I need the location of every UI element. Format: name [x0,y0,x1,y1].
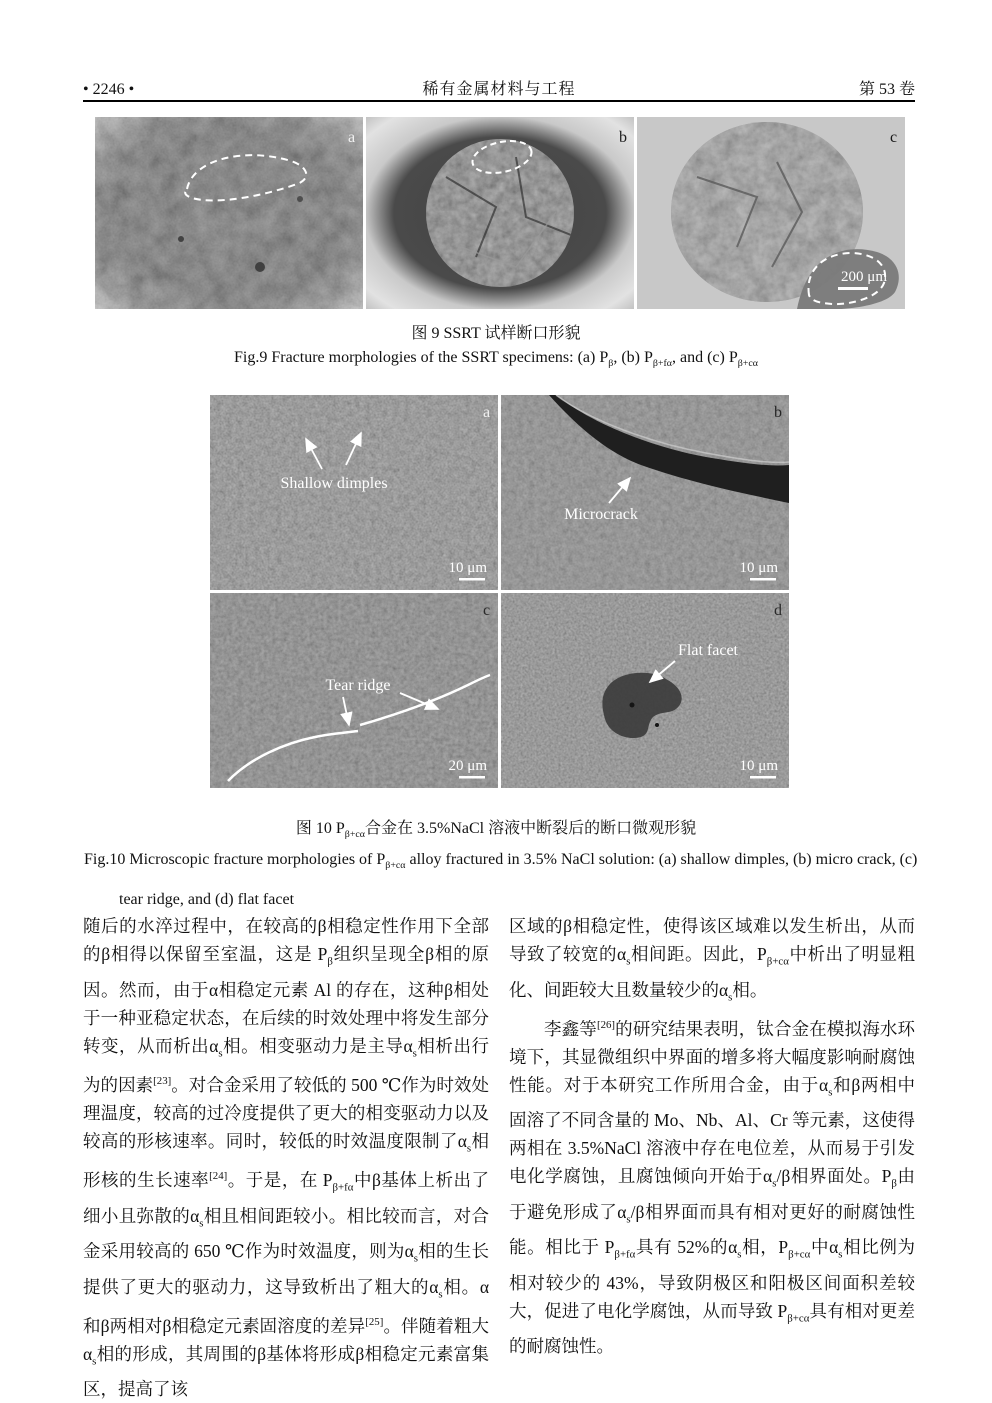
figure10-panel-b [501,395,789,590]
figure9-panel-c [637,117,905,309]
paragraph: 区域的β相稳定性，使得该区域难以发生析出，从而导致了较宽的$\alpha_s$相间距。因此，$P_{\beta+c\alpha}$中析出了明显粗化、间距较大且数量较少的$\alpha_s$相。 [509,916,916,1003]
page-header [83,76,915,99]
figure10-panel-d [501,593,789,788]
volume-label: 第 53 卷 [858,81,915,98]
fracture-pore [255,262,265,272]
scalebar [750,578,776,581]
figure9-caption-zh: 图 9 SSRT 试样断口形貌 [411,325,581,342]
annotation-label: Shallow dimples [280,475,388,492]
figure10-caption-en: Fig.10 Microscopic fracture morphologies of $P_{\beta+c\alpha}$ alloy fractured in 3.5% NaCl solution: (a) shallow dimples, (b) micro crack, (c) tear ridge, and (d) flat facet [84,851,918,909]
paragraph: 李鑫等[26]的研究结果表明，钛合金在模拟海水环境下，其显微组织中界面的增多将大幅度影响耐腐蚀性能。对于本研究工作所用合金，由于$\alpha_s$和β两相中固溶了不同含量的 Mo、Nb、Al、Cr 等元素，这使得两相在 3.5%NaCl 溶液中存在电位差，从而易于引发电化学腐蚀，且腐蚀倾向开始于$\alpha_s/\beta$相界面处。$P_\beta$由于避免形成了$\alpha_s/\beta$相界面而具有相对更好的耐腐蚀性能。相比于 $P_{\beta+f\alpha}$具有 52%的$\alpha_s$相，$P_{\beta+c\alpha}$中$\alpha_s$相比例为相对较少的 43%，导致阴极区和阳极区间面积差较大，促进了电化学腐蚀，从而导致 $P_{\beta+c\alpha}$具有相对更差的耐腐蚀性。 [509,1018,916,1357]
panel-letter: d [774,602,782,619]
scalebar [750,776,776,779]
scalebar-label: 10 μm [448,560,487,576]
annotation-label: Flat facet [678,642,738,659]
figure10-panel-c [210,593,498,788]
journal-title: 稀有金属材料与工程 [422,81,576,98]
facet-pore [655,723,659,727]
scalebar-label: 20 μm [448,758,487,774]
scalebar [459,776,485,779]
figure-10 [210,395,789,788]
scalebar-label: 10 μm [739,758,778,774]
left-column [83,912,489,1403]
header-rule [83,100,915,102]
panel-letter: b [774,404,782,421]
panel-letter: b [619,129,627,146]
panel-letter: c [483,602,491,619]
figure10-caption-zh: 图 10 $P_{\beta+c\alpha}$合金在 3.5%NaCl 溶液中断裂后的断口微观形貌 [295,820,697,841]
panel-letter: c [890,129,898,146]
panel-letter: a [348,129,356,146]
fracture-pore [297,196,303,202]
figure9-panel-a [95,117,363,309]
panel-letter: a [483,404,491,421]
scalebar [838,287,868,290]
figure10-panel-a [210,395,498,590]
scalebar-label: 200 μm [841,269,887,285]
figure9-panel-b [366,117,634,309]
fracture-pore [178,236,184,242]
facet-pore [630,703,635,708]
figure9-caption-en: Fig.9 Fracture morphologies of the SSRT specimens: (a) $P_\beta$, (b) $P_{\beta+f\alpha}$, and (c) $P_{\beta+c\alpha}$ [234,349,758,370]
body-text [83,912,915,1403]
paragraph: 随后的水淬过程中，在较高的β相稳定性作用下全部的β相得以保留至室温，这是 $P_\beta$组织呈现全β相的原因。然而，由于α相稳定元素 Al 的存在，这种β相处于一种亚稳定状态，在后续的时效处理中将发生部分转变，从而析出$\alpha_s$相。相变驱动力是主导$\alpha_s$相析出行为的因素[23]。对合金采用了较低的 500 ℃作为时效处理温度，较高的过冷度提供了更大的相变驱动力以及较高的形核速率。同时，较低的时效温度限制了$\alpha_s$相形核的生长速率[24]。于是，在 $P_{\beta+f\alpha}$中β基体上析出了细小且弥散的$\alpha_s$相且相间距较小。相比较而言，对合金采用较高的 650 ℃作为时效温度，则为$\alpha_s$相的生长提供了更大的驱动力，这导致析出了粗大的$\alpha_s$相。α和β两相对β相稳定元素固溶度的差异[25]。伴随着粗大$\alpha_s$相的形成，其周围的β基体将形成β相稳定元素富集区，提高了该 [83,916,490,1400]
page-number: • 2246 • [83,81,135,98]
annotation-label: Tear ridge [325,677,391,694]
figure-9 [95,117,905,309]
annotation-label: Microcrack [564,506,638,523]
sem-texture-fine [95,117,363,309]
scalebar-label: 10 μm [739,560,778,576]
right-column [509,912,915,1403]
scalebar [459,578,485,581]
